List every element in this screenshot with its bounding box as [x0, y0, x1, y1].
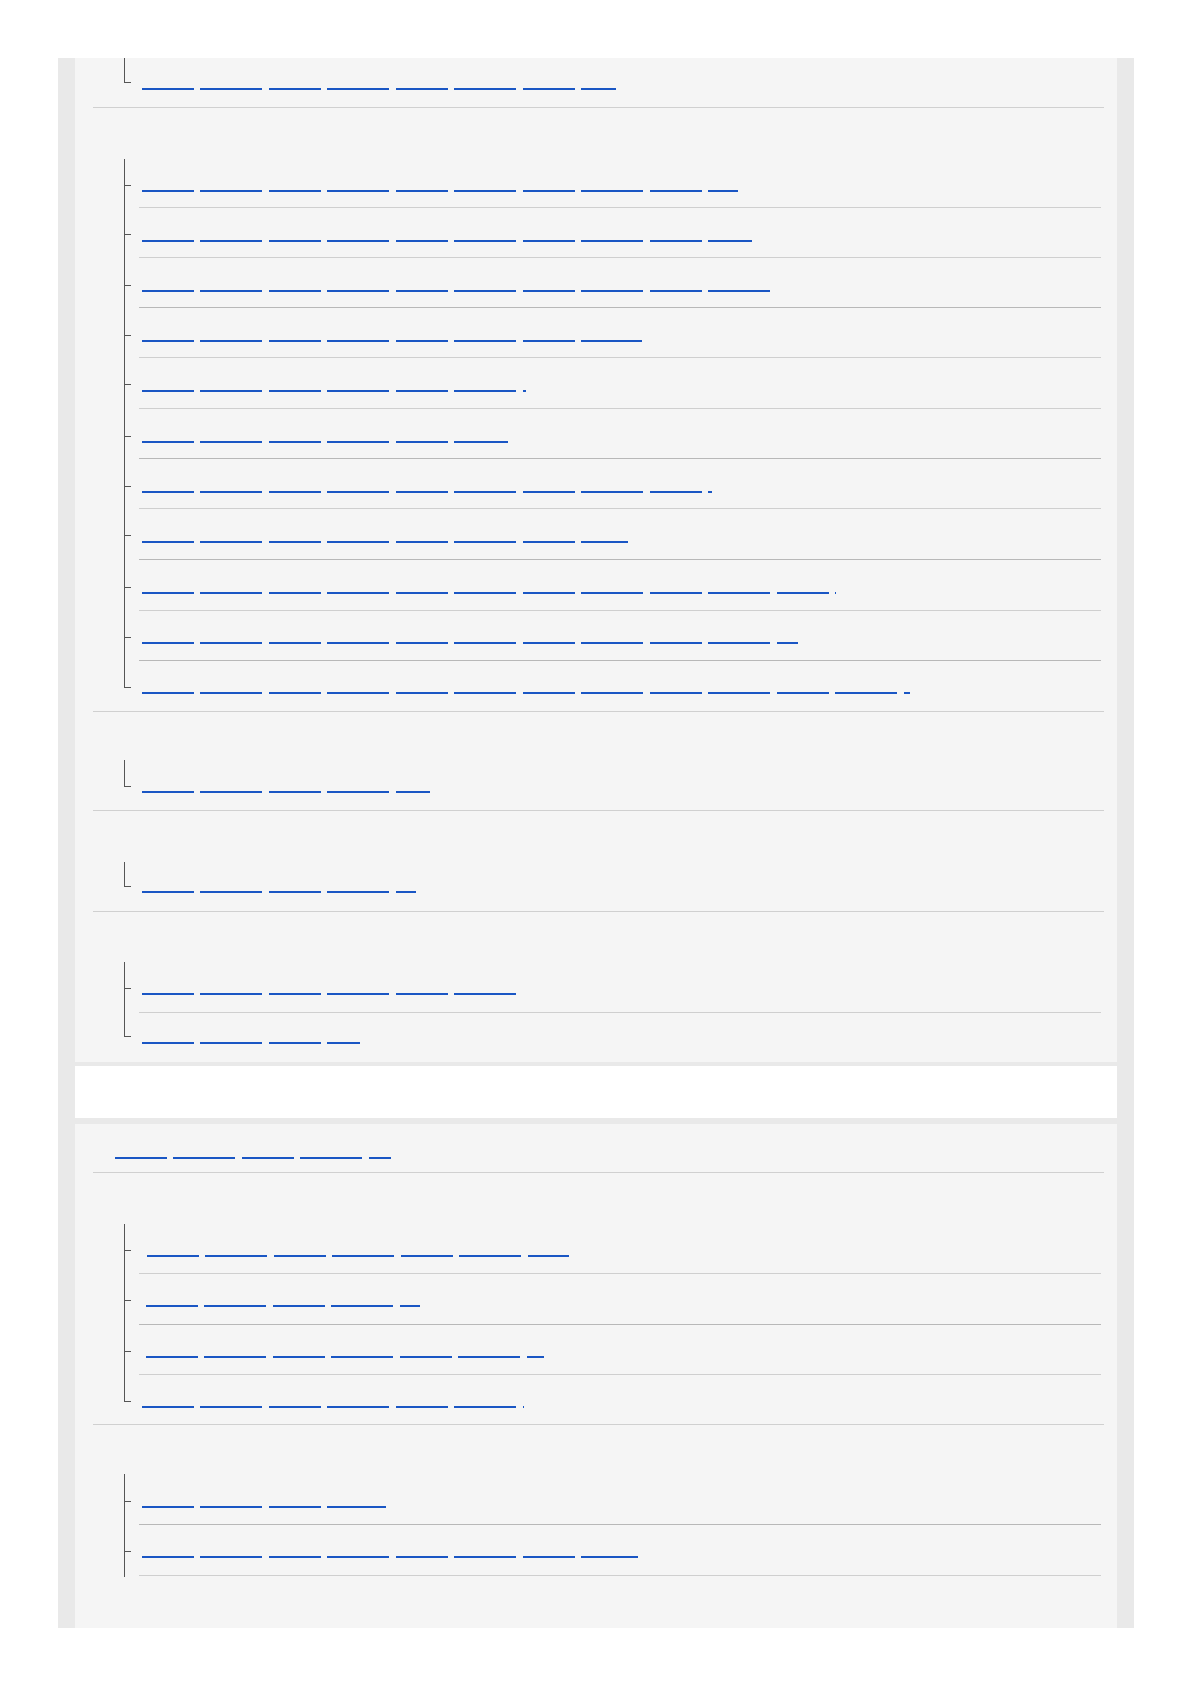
item-separator — [139, 1012, 1101, 1013]
toc-link[interactable] — [142, 1544, 638, 1558]
tree-branch — [124, 687, 131, 688]
tree-branch — [124, 1501, 131, 1502]
item-separator — [139, 1324, 1101, 1325]
toc-link[interactable] — [142, 981, 516, 995]
toc-link[interactable] — [142, 1030, 360, 1044]
tree-branch — [124, 436, 131, 437]
toc-link[interactable] — [147, 1243, 569, 1257]
section-divider — [93, 1424, 1104, 1425]
toc-link[interactable] — [146, 1293, 420, 1307]
section-divider — [93, 810, 1104, 811]
tree-branch — [124, 185, 131, 186]
toc-link[interactable] — [142, 680, 910, 694]
tree-line — [124, 1474, 125, 1577]
item-separator — [139, 1524, 1101, 1525]
toc-link[interactable] — [142, 630, 798, 644]
panel-gap — [75, 1066, 1117, 1118]
section-divider — [93, 711, 1104, 712]
item-separator — [139, 1273, 1101, 1274]
tree-line — [124, 760, 125, 786]
toc-link[interactable] — [142, 1494, 386, 1508]
toc-link[interactable] — [142, 429, 508, 443]
tree-branch — [124, 1401, 131, 1402]
item-separator — [139, 458, 1101, 459]
item-separator — [139, 408, 1101, 409]
tree-branch — [124, 234, 131, 235]
tree-branch — [124, 384, 131, 385]
section-divider — [93, 107, 1104, 108]
item-separator — [139, 357, 1101, 358]
item-separator — [139, 1374, 1101, 1375]
tree-branch — [124, 285, 131, 286]
toc-link[interactable] — [142, 879, 416, 893]
tree-line — [124, 58, 125, 82]
toc-link[interactable] — [142, 178, 738, 192]
tree-branch — [124, 1036, 131, 1037]
item-separator — [139, 207, 1101, 208]
tree-line — [124, 962, 125, 1036]
item-separator — [139, 610, 1101, 611]
toc-link[interactable] — [142, 779, 430, 793]
tree-branch — [124, 587, 131, 588]
section-divider — [93, 1172, 1104, 1173]
tree-branch — [124, 886, 131, 887]
tree-line — [124, 862, 125, 886]
item-separator — [139, 1575, 1101, 1576]
tree-branch — [124, 335, 131, 336]
tree-branch — [124, 988, 131, 989]
toc-link[interactable] — [146, 1344, 544, 1358]
toc-link[interactable] — [142, 479, 712, 493]
section-divider — [93, 911, 1104, 912]
tree-branch — [124, 1250, 131, 1251]
tree-branch — [124, 786, 131, 787]
toc-link[interactable] — [142, 328, 642, 342]
toc-section-link[interactable] — [115, 1145, 391, 1159]
toc-link[interactable] — [142, 378, 526, 392]
tree-branch — [124, 637, 131, 638]
tree-branch — [124, 535, 131, 536]
tree-branch — [124, 82, 131, 83]
item-separator — [139, 660, 1101, 661]
toc-link[interactable] — [142, 580, 836, 594]
item-separator — [139, 559, 1101, 560]
toc-link[interactable] — [142, 529, 628, 543]
toc-link[interactable] — [142, 76, 616, 90]
tree-branch — [124, 486, 131, 487]
item-separator — [139, 307, 1101, 308]
tree-branch — [124, 1300, 131, 1301]
toc-link[interactable] — [142, 1394, 524, 1408]
tree-branch — [124, 1351, 131, 1352]
toc-link[interactable] — [142, 278, 770, 292]
item-separator — [139, 257, 1101, 258]
item-separator — [139, 508, 1101, 509]
toc-link[interactable] — [142, 228, 752, 242]
tree-line — [124, 159, 125, 688]
tree-branch — [124, 1551, 131, 1552]
